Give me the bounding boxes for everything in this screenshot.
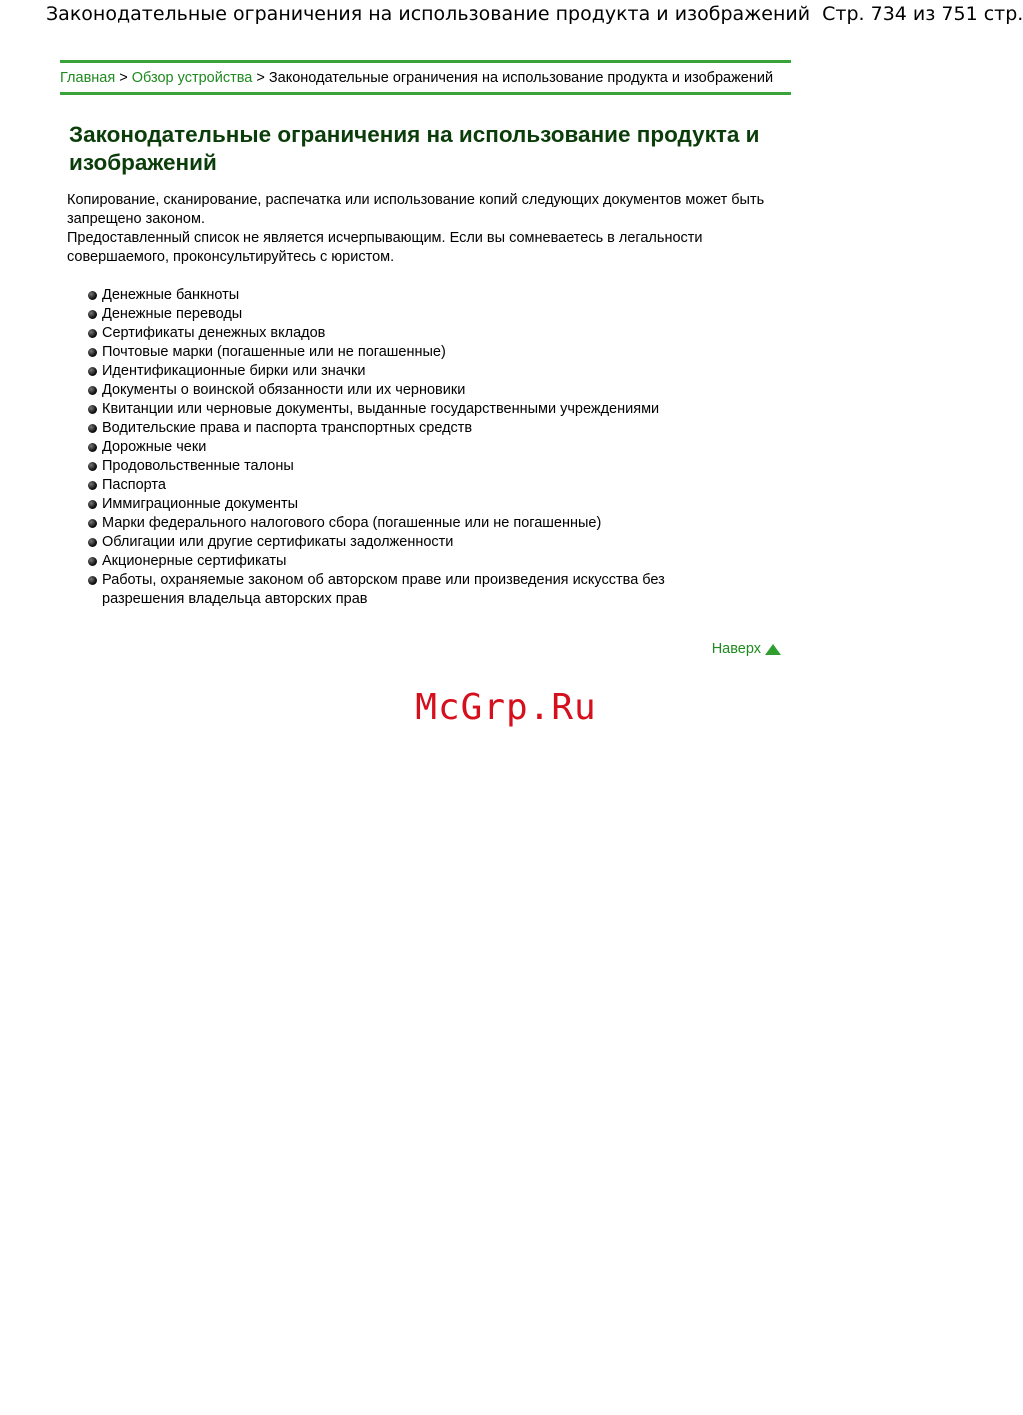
list-item-text: Документы о воинской обязанности или их черновики [102, 382, 466, 398]
breadcrumb-current: Законодательные ограничения на использование продукта и изображений [268, 70, 774, 86]
list-item-text: Облигации или другие сертификаты задолженности [102, 534, 454, 550]
list-item-text: Денежные банкноты [102, 287, 240, 303]
list-item-text: Продовольственные талоны [102, 458, 294, 474]
list-item [88, 571, 742, 609]
bullet-icon [88, 310, 97, 319]
list-item-text: Водительские права и паспорта транспортных средств [102, 420, 473, 436]
bullet-icon [88, 367, 97, 376]
list-item-text: Работы, охраняемые законом об авторском праве или произведения искусства без разрешения владельца авторских прав [102, 572, 665, 607]
list-item-text: Идентификационные бирки или значки [102, 363, 366, 379]
bullet-icon [88, 443, 97, 452]
list-item [88, 362, 742, 381]
bullet-icon [88, 329, 97, 338]
back-to-top-link[interactable] [712, 640, 781, 659]
page-number: Стр. 734 из 751 стр. [822, 3, 1023, 25]
content [60, 60, 791, 657]
list-item [88, 286, 742, 305]
bullet-icon [88, 348, 97, 357]
breadcrumb [60, 63, 791, 92]
breadcrumb-overview-link[interactable]: Обзор устройства [131, 70, 253, 86]
bullet-icon [88, 405, 97, 414]
list-item [88, 533, 742, 552]
list-item-text: Квитанции или черновые документы, выданные государственными учреждениями [102, 401, 660, 417]
bullet-icon [88, 557, 97, 566]
list-item-text: Акционерные сертификаты [102, 553, 287, 569]
bullet-icon [88, 519, 97, 528]
restricted-documents-list [60, 286, 791, 609]
list-item-text: Сертификаты денежных вкладов [102, 325, 326, 341]
list-item-text: Почтовые марки (погашенные или не погашенные) [102, 344, 446, 360]
intro-paragraph: Копирование, сканирование, распечатка или использование копий следующих документов может быть запрещено законом. [67, 192, 765, 227]
list-item [88, 457, 742, 476]
page-title: Законодательные ограничения на использование продукта и изображений [69, 122, 760, 175]
list-item-text: Паспорта [102, 477, 166, 493]
list-item [88, 381, 742, 400]
watermark-logo: McGrp.Ru [415, 687, 597, 728]
list-item-text: Дорожные чеки [102, 439, 207, 455]
list-item [88, 419, 742, 438]
intro-text [67, 191, 777, 267]
list-item [88, 324, 742, 343]
page-header-title: Законодательные ограничения на использование продукта и изображений [46, 3, 811, 25]
list-item-text: Денежные переводы [102, 306, 243, 322]
list-item-text: Марки федерального налогового сбора (погашенные или не погашенные) [102, 515, 602, 531]
bullet-icon [88, 576, 97, 585]
list-item [88, 514, 742, 533]
arrow-up-icon [765, 644, 781, 655]
list-item [88, 476, 742, 495]
breadcrumb-home-link[interactable]: Главная [60, 70, 116, 86]
bullet-icon [88, 424, 97, 433]
list-item [88, 495, 742, 514]
list-item [88, 438, 742, 457]
bullet-icon [88, 538, 97, 547]
back-to-top-label: Наверх [711, 641, 761, 657]
bullet-icon [88, 500, 97, 509]
page-header [46, 2, 1023, 26]
bullet-icon [88, 291, 97, 300]
bottom-divider [60, 92, 791, 95]
bullet-icon [88, 462, 97, 471]
breadcrumb-separator: > [252, 70, 269, 86]
list-item [88, 400, 742, 419]
list-item [88, 305, 742, 324]
list-item [88, 552, 742, 571]
list-item [88, 343, 742, 362]
bullet-icon [88, 386, 97, 395]
breadcrumb-separator: > [115, 70, 132, 86]
list-item-text: Иммиграционные документы [102, 496, 299, 512]
intro-paragraph: Предоставленный список не является исчерпывающим. Если вы сомневаетесь в легальности совершаемого, проконсультируйтесь с юристом. [67, 230, 703, 265]
bullet-icon [88, 481, 97, 490]
